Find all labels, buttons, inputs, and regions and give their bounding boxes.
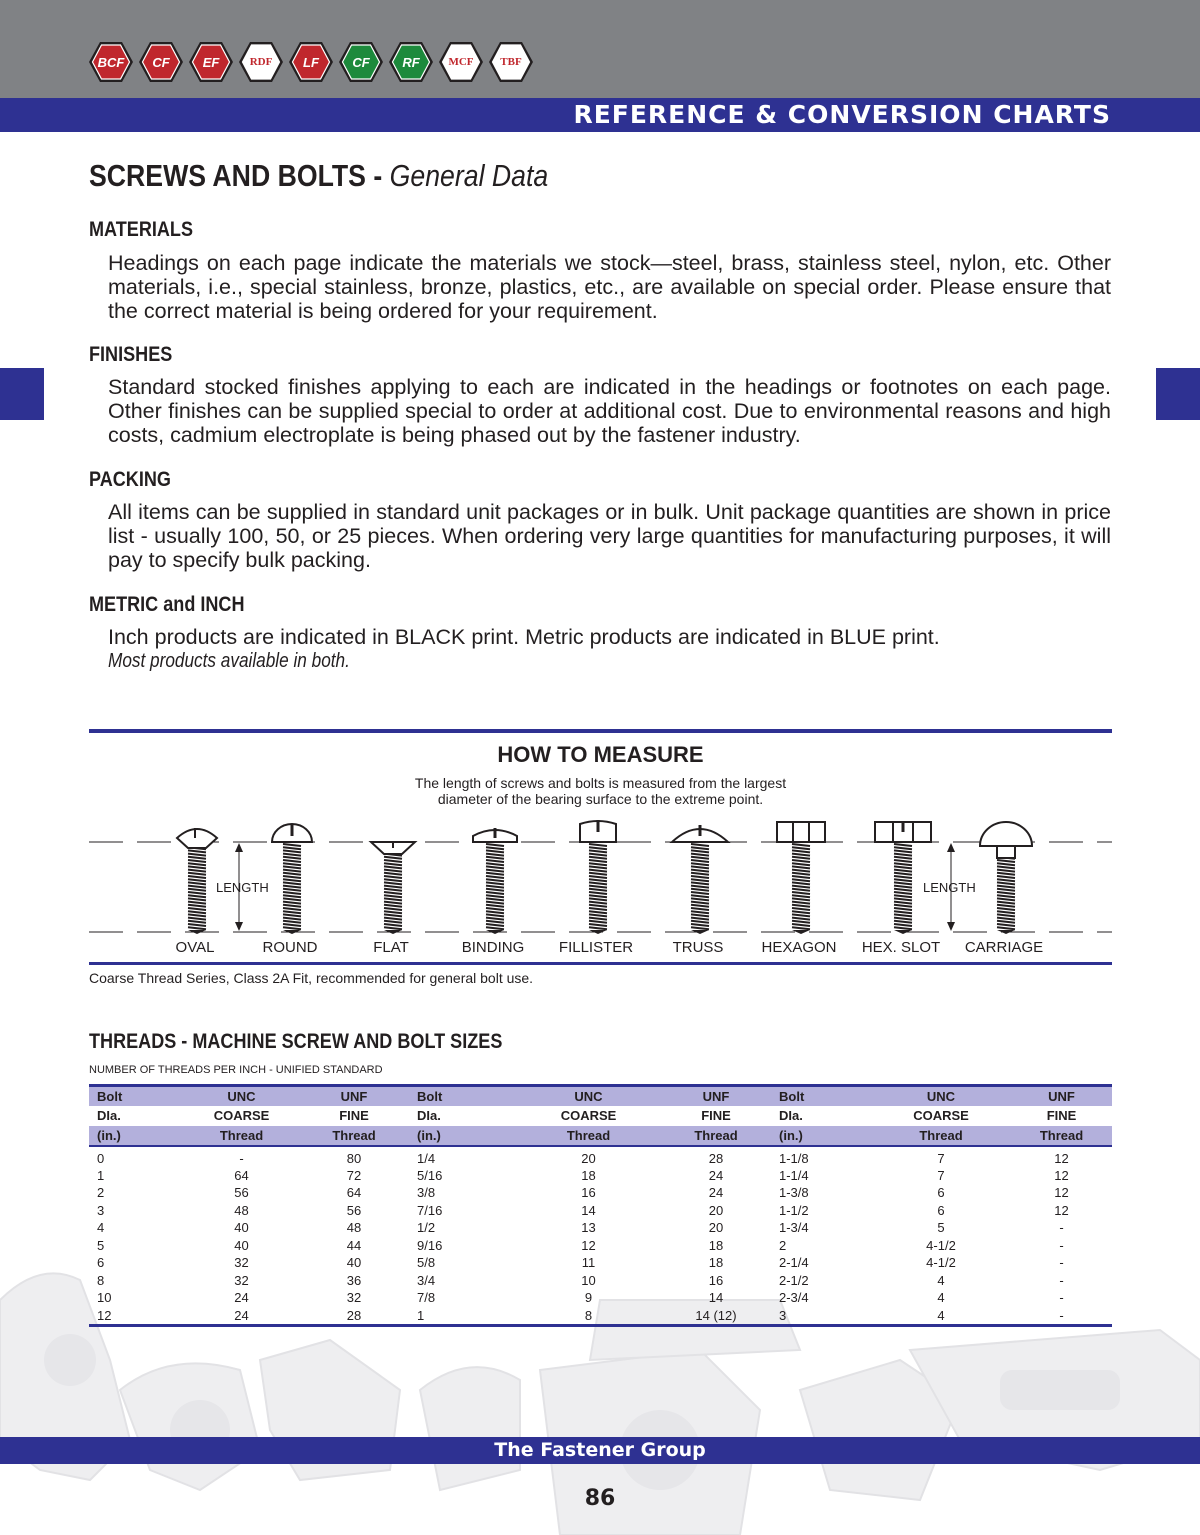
table-cell: 13 bbox=[581, 1220, 596, 1236]
table-cell: 7 bbox=[937, 1167, 945, 1183]
tbf-logo bbox=[488, 40, 534, 84]
screw-shank-fillister bbox=[589, 844, 607, 934]
threads-subheading: NUMBER OF THREADS PER INCH - UNIFIED STANDARD bbox=[89, 1064, 383, 1076]
rf-logo bbox=[388, 40, 434, 84]
table-cell: 2 bbox=[779, 1237, 787, 1253]
table-cell: 2-1/2 bbox=[779, 1272, 809, 1288]
carriage-square-neck bbox=[997, 846, 1015, 858]
table-cell: 5 bbox=[97, 1237, 105, 1253]
table-cell: 4 bbox=[871, 1307, 1011, 1326]
table-cell: 14 (12) bbox=[661, 1307, 771, 1326]
threads-header-cell: DIa. bbox=[409, 1106, 516, 1126]
threads-header-cell: DIa. bbox=[771, 1106, 871, 1126]
table-cell: 12 bbox=[1054, 1167, 1069, 1183]
table-cell: 24 bbox=[708, 1167, 724, 1183]
page-subtitle: General Data bbox=[389, 158, 549, 193]
threads-header-row bbox=[89, 1086, 1112, 1106]
table-cell: 56 bbox=[234, 1185, 249, 1201]
screw-shank-round bbox=[283, 844, 301, 934]
table-cell: 3/4 bbox=[417, 1272, 436, 1288]
page-title-main: SCREWS AND BOLTS - bbox=[89, 158, 390, 193]
table-cell: 6 bbox=[937, 1185, 945, 1201]
table-cell: - bbox=[1059, 1237, 1064, 1253]
brand-logos bbox=[88, 40, 534, 84]
screw-head-carriage bbox=[980, 822, 1032, 846]
threads-header-cell: COARSE bbox=[184, 1106, 299, 1126]
screw-shank-hexslot bbox=[894, 844, 912, 934]
table-cell: 1-1/4 bbox=[779, 1167, 809, 1183]
mcf-logo-text: MCF bbox=[448, 55, 474, 68]
screw-label-flat: FLAT bbox=[373, 939, 409, 956]
threads-header-cell: Bolt bbox=[89, 1086, 184, 1106]
metric-text: Inch products are indicated in BLACK print. Metric products are indicated in BLUE print. bbox=[108, 625, 940, 649]
table-cell: 4 bbox=[97, 1220, 105, 1236]
table-cell: - bbox=[1059, 1272, 1064, 1288]
table-cell: 64 bbox=[346, 1185, 362, 1201]
materials-heading: MATERIALS bbox=[89, 218, 194, 241]
table-cell: 36 bbox=[346, 1272, 362, 1288]
table-cell: 10 bbox=[581, 1272, 596, 1288]
table-cell: 18 bbox=[581, 1167, 596, 1183]
measure-desc-line-2: diameter of the bearing surface to the extreme point. bbox=[437, 791, 764, 807]
coarse-thread-note: Coarse Thread Series, Class 2A Fit, recommended for general bolt use. bbox=[89, 970, 534, 986]
side-tab-left bbox=[0, 368, 44, 420]
table-cell: 14 bbox=[708, 1290, 724, 1306]
table-cell: - bbox=[1011, 1307, 1112, 1326]
screw-shank-binding bbox=[486, 844, 504, 934]
threads-header-cell: Bolt bbox=[409, 1086, 516, 1106]
table-cell: 72 bbox=[346, 1167, 362, 1183]
screw-head-oval bbox=[177, 829, 217, 848]
table-cell: 48 bbox=[234, 1202, 249, 1218]
threads-header-cell: (in.) bbox=[89, 1126, 184, 1146]
table-row bbox=[89, 1146, 1112, 1167]
bcf-logo bbox=[88, 40, 134, 84]
packing-text: All items can be supplied in standard unit packages or in bulk. Unit package quantities are shown in price list - usually 100, 50, or 25 pieces. When ordering very large quantities for manufacturing purposes, it will pay to specify bulk packing. bbox=[108, 500, 1111, 572]
table-cell: - bbox=[1059, 1255, 1064, 1271]
cf-logo-text: CF bbox=[152, 54, 170, 70]
table-cell: 10 bbox=[97, 1290, 112, 1306]
length-arrow-down-head bbox=[235, 922, 243, 931]
table-cell: 0 bbox=[97, 1151, 105, 1166]
threads-header-cell: Thread bbox=[871, 1126, 1011, 1146]
table-cell: - bbox=[1059, 1290, 1064, 1306]
table-cell: 32 bbox=[234, 1255, 249, 1271]
length-arrow-down-head bbox=[947, 922, 955, 931]
threads-header-cell: UNF bbox=[661, 1086, 771, 1106]
table-cell: 40 bbox=[346, 1255, 362, 1271]
table-cell: 5 bbox=[937, 1220, 945, 1236]
threads-header-cell: FINE bbox=[1011, 1106, 1112, 1126]
table-cell: 20 bbox=[708, 1202, 724, 1218]
threads-header-cell: COARSE bbox=[871, 1106, 1011, 1126]
length-label-right: LENGTH bbox=[923, 880, 976, 895]
table-row bbox=[89, 1272, 1112, 1290]
table-cell: 2-1/4 bbox=[779, 1255, 809, 1271]
table-cell: 44 bbox=[346, 1237, 362, 1253]
measure-desc-line-1: The length of screws and bolts is measured from the largest bbox=[414, 775, 787, 791]
threads-header-cell: UNF bbox=[1011, 1086, 1112, 1106]
table-cell: 28 bbox=[708, 1151, 724, 1166]
table-cell: 32 bbox=[346, 1290, 362, 1306]
finishes-heading: FINISHES bbox=[89, 343, 173, 366]
screw-label-hexagon: HEXAGON bbox=[761, 939, 837, 956]
table-cell: 1/4 bbox=[417, 1151, 436, 1166]
page-title bbox=[89, 158, 548, 194]
table-cell: 4 bbox=[937, 1272, 945, 1288]
table-cell: 14 bbox=[581, 1202, 596, 1218]
threads-header-cell: Thread bbox=[1011, 1126, 1112, 1146]
table-cell: 40 bbox=[234, 1237, 249, 1253]
page-number: 86 bbox=[584, 1486, 616, 1511]
table-cell: 2-3/4 bbox=[779, 1290, 809, 1306]
measure-title: HOW TO MEASURE bbox=[497, 742, 704, 767]
threads-header-cell: Thread bbox=[516, 1126, 661, 1146]
threads-header-cell: UNC bbox=[184, 1086, 299, 1106]
side-tab-right bbox=[1156, 368, 1200, 420]
screw-label-oval: OVAL bbox=[175, 939, 215, 956]
table-row bbox=[89, 1289, 1112, 1307]
table-cell: 5/8 bbox=[417, 1255, 436, 1271]
tbf-logo-text: TBF bbox=[500, 55, 522, 68]
table-cell: 4-1/2 bbox=[926, 1255, 956, 1271]
threads-header-cell: Bolt bbox=[771, 1086, 871, 1106]
rdf-logo bbox=[238, 40, 284, 84]
table-row bbox=[89, 1184, 1112, 1202]
table-cell: 1-3/4 bbox=[779, 1220, 809, 1236]
table-cell: 11 bbox=[581, 1255, 596, 1271]
table-cell: 32 bbox=[234, 1272, 249, 1288]
table-cell: 8 bbox=[516, 1307, 661, 1326]
cf-green-logo-text: CF bbox=[352, 54, 370, 70]
table-cell: 12 bbox=[1054, 1185, 1069, 1201]
cf-green-logo bbox=[338, 40, 384, 84]
table-cell: 24 bbox=[184, 1307, 299, 1326]
threads-header-cell: Thread bbox=[299, 1126, 409, 1146]
bcf-logo-text: BCF bbox=[97, 54, 125, 70]
cf-logo bbox=[138, 40, 184, 84]
table-row bbox=[89, 1219, 1112, 1237]
threads-heading: THREADS - MACHINE SCREW AND BOLT SIZES bbox=[89, 1030, 503, 1053]
footer-company-bar: The Fastener Group bbox=[0, 1437, 1200, 1464]
table-cell: - bbox=[1059, 1220, 1064, 1236]
screw-label-truss: TRUSS bbox=[672, 939, 724, 956]
mcf-logo bbox=[438, 40, 484, 84]
screw-label-binding: BINDING bbox=[461, 939, 525, 956]
measure-description bbox=[89, 775, 1112, 807]
table-cell: 3 bbox=[97, 1202, 105, 1218]
table-cell: 20 bbox=[581, 1151, 596, 1166]
threads-header-cell: (in.) bbox=[409, 1126, 516, 1146]
metric-heading: METRIC and INCH bbox=[89, 593, 245, 616]
table-cell: 4-1/2 bbox=[926, 1237, 956, 1253]
table-cell: 16 bbox=[708, 1272, 724, 1288]
table-cell: 1-1/8 bbox=[779, 1151, 809, 1166]
threads-header-cell: FINE bbox=[299, 1106, 409, 1126]
screw-shank-truss bbox=[691, 844, 709, 934]
table-cell: 48 bbox=[346, 1220, 362, 1236]
threads-header-cell: UNC bbox=[871, 1086, 1011, 1106]
table-cell: 20 bbox=[708, 1220, 724, 1236]
threads-header-row bbox=[89, 1126, 1112, 1146]
table-cell: 4 bbox=[937, 1290, 945, 1306]
ef-logo bbox=[188, 40, 234, 84]
threads-header-cell: UNC bbox=[516, 1086, 661, 1106]
screw-label-hexslot: HEX. SLOT bbox=[861, 939, 941, 956]
table-cell: 18 bbox=[708, 1237, 724, 1253]
screw-shank-oval bbox=[188, 844, 206, 934]
metric-note: Most products available in both. bbox=[108, 650, 350, 672]
table-row bbox=[89, 1254, 1112, 1272]
table-cell: 6 bbox=[97, 1255, 105, 1271]
length-arrow-up-head bbox=[947, 843, 955, 852]
table-cell: 9/16 bbox=[417, 1237, 443, 1253]
screw-shank-hexagon bbox=[792, 844, 810, 934]
table-cell: 1/2 bbox=[417, 1220, 436, 1236]
threads-header-cell: (in.) bbox=[771, 1126, 871, 1146]
section-title-bar: REFERENCE & CONVERSION CHARTS bbox=[0, 98, 1200, 132]
table-cell: 40 bbox=[234, 1220, 249, 1236]
table-cell: 7/8 bbox=[417, 1290, 436, 1306]
table-cell: 16 bbox=[581, 1185, 596, 1201]
table-cell: 12 bbox=[581, 1237, 596, 1253]
table-cell: 56 bbox=[346, 1202, 362, 1218]
table-cell: 3/8 bbox=[417, 1185, 436, 1201]
table-cell: 5/16 bbox=[417, 1167, 443, 1183]
screw-label-carriage: CARRIAGE bbox=[964, 939, 1044, 956]
table-cell: 28 bbox=[299, 1307, 409, 1326]
table-cell: 2 bbox=[97, 1185, 105, 1201]
lf-logo bbox=[288, 40, 334, 84]
table-cell: 1 bbox=[97, 1167, 105, 1183]
table-cell: 7 bbox=[937, 1151, 945, 1166]
table-row bbox=[89, 1237, 1112, 1255]
table-cell: 6 bbox=[937, 1202, 945, 1218]
table-cell: 1-1/2 bbox=[779, 1202, 809, 1218]
threads-header-cell: DIa. bbox=[89, 1106, 184, 1126]
table-cell: 1 bbox=[409, 1307, 516, 1326]
screw-label-fillister: FILLISTER bbox=[558, 939, 634, 956]
table-cell: 64 bbox=[234, 1167, 249, 1183]
threads-header-cell: FINE bbox=[661, 1106, 771, 1126]
materials-text: Headings on each page indicate the materials we stock—steel, brass, stainless steel, nylon, etc. Other materials, i.e., special stainless, bronze, plastics, etc., are available on special order. Please ensure that the correct material is being ordered for your requirement. bbox=[108, 251, 1111, 323]
ef-logo-text: EF bbox=[202, 54, 220, 70]
table-cell: 80 bbox=[346, 1151, 362, 1166]
table-row bbox=[89, 1202, 1112, 1220]
rf-logo-text: RF bbox=[402, 54, 420, 70]
table-cell: 12 bbox=[1054, 1202, 1069, 1218]
table-cell: - bbox=[239, 1151, 244, 1166]
rdf-logo-text: RDF bbox=[249, 55, 273, 68]
table-cell: 24 bbox=[234, 1290, 249, 1306]
threads-header-cell: UNF bbox=[299, 1086, 409, 1106]
table-cell: 12 bbox=[1054, 1151, 1069, 1166]
measure-bottom-rule bbox=[89, 962, 1112, 965]
table-row bbox=[89, 1167, 1112, 1185]
measure-top-rule bbox=[89, 729, 1112, 733]
table-cell: 18 bbox=[708, 1255, 724, 1271]
screw-shank-flat bbox=[384, 844, 402, 934]
lf-logo-text: LF bbox=[303, 54, 319, 70]
screw-label-round: ROUND bbox=[262, 939, 318, 956]
length-label-left: LENGTH bbox=[216, 880, 269, 895]
table-cell: 12 bbox=[89, 1307, 184, 1326]
screw-head-hexagon bbox=[777, 822, 825, 842]
threads-table bbox=[89, 1084, 1112, 1327]
threads-header-cell: COARSE bbox=[516, 1106, 661, 1126]
threads-header-row bbox=[89, 1106, 1112, 1126]
threads-header-cell: Thread bbox=[661, 1126, 771, 1146]
table-cell: 7/16 bbox=[417, 1202, 443, 1218]
table-cell: 3 bbox=[771, 1307, 871, 1326]
packing-heading: PACKING bbox=[89, 468, 171, 491]
threads-header-cell: Thread bbox=[184, 1126, 299, 1146]
table-cell: 1-3/8 bbox=[779, 1185, 809, 1201]
table-cell: 24 bbox=[708, 1185, 724, 1201]
table-cell: 9 bbox=[584, 1290, 593, 1306]
finishes-text: Standard stocked finishes applying to each are indicated in the headings or footnotes on each page. Other finishes can be supplied special to order at additional cost. Due to environmental reasons and high costs, cadmium electroplate is being phased out by the fastener industry. bbox=[108, 375, 1111, 447]
table-cell: 8 bbox=[97, 1272, 105, 1288]
table-row bbox=[89, 1307, 1112, 1326]
length-arrow-up-head bbox=[235, 843, 243, 852]
